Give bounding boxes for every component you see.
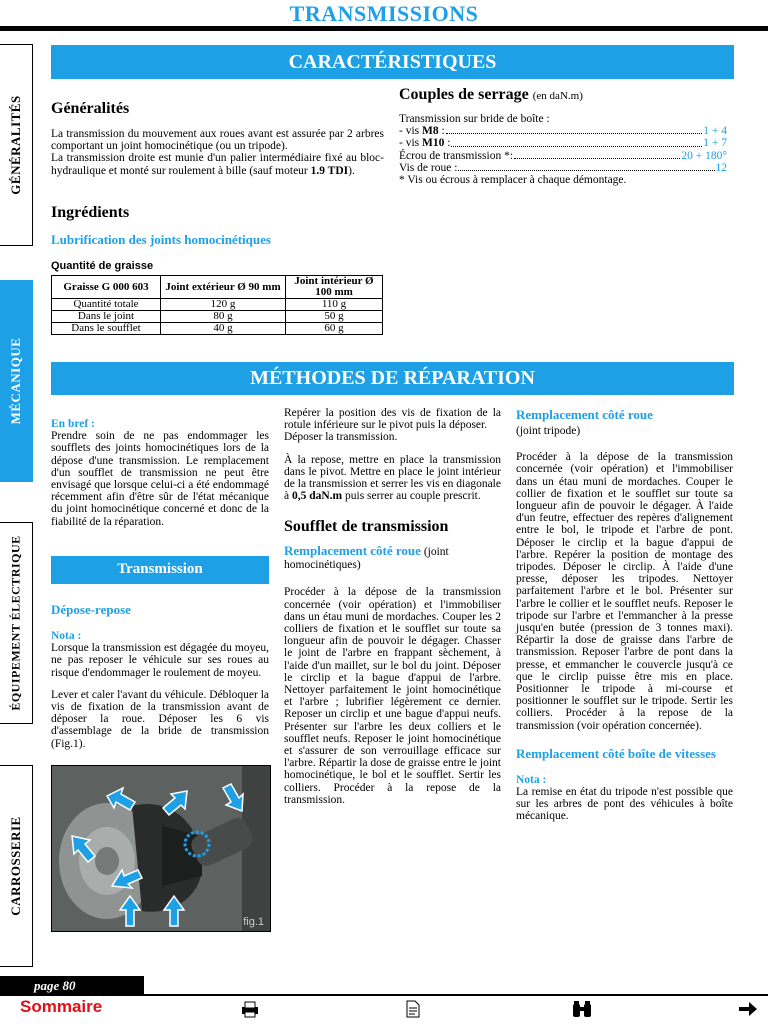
nota-label: Nota : xyxy=(51,630,82,642)
couples-heading: Couples de serrage xyxy=(399,86,529,103)
transmission-steps xyxy=(284,407,501,502)
couples-note: * Vis ou écrous à remplacer à chaque démontage. xyxy=(399,174,627,187)
col2-p1: Repérer la position des vis de fixation de la rotule inférieure sur le pivot puis la déposer. xyxy=(284,407,501,432)
table-header: Joint intérieur Ø 100 mm xyxy=(286,276,383,299)
ingredients-heading: Ingrédients xyxy=(51,204,130,221)
soufflet-repl-sub: (joint homocinétiques) xyxy=(284,546,449,572)
en-bref-block xyxy=(51,418,269,528)
tab-carrosserie[interactable] xyxy=(0,765,33,967)
grease-quantity-label: Quantité de graisse xyxy=(51,260,154,272)
generalites-text xyxy=(51,128,384,177)
tab-equipement-electrique[interactable] xyxy=(0,522,33,724)
soufflet-subheading xyxy=(284,544,501,572)
tab-mecanique[interactable] xyxy=(0,280,33,482)
tripode-sub: (joint tripode) xyxy=(516,425,581,437)
table-cell: 50 g xyxy=(286,311,383,323)
tab-generalites-label: GÉNÉRALITÉS xyxy=(8,95,23,195)
document-icon[interactable] xyxy=(405,1000,421,1018)
table-header: Graisse G 000 603 xyxy=(52,276,161,299)
soufflet-heading: Soufflet de transmission xyxy=(284,518,449,536)
table-cell: 110 g xyxy=(286,299,383,311)
grease-table xyxy=(51,275,383,335)
depose-repose-section xyxy=(51,602,269,750)
couples-unit: (en daN.m) xyxy=(532,90,583,102)
depose-steps: Lever et caler l'avant du véhicule. Débloquer la vis de fixation de la transmission avant de déposer la roue. Déposer les 6 vis d'assemblage de la bride de transmission (Fig.1). xyxy=(51,688,269,750)
methods-banner: MÉTHODES DE RÉPARATION xyxy=(51,362,734,395)
generalites-p2: La transmission droite est munie d'un palier intermédiaire fixé au bloc-hydraulique et monté sur roulement à bille (sauf moteur 1.9 TDI). xyxy=(51,152,384,177)
transmission-banner: Transmission xyxy=(51,556,269,584)
generalites-p1: La transmission du mouvement aux roues avant est assurée par 2 arbres comportant un joint homocinétique (ou un tripode). xyxy=(51,128,384,153)
wheel-hub-illustration xyxy=(52,766,270,931)
nota-text: La remise en état du tripode n'est possible que sur les arbres de pont des véhicules à boîte mécanique. xyxy=(516,786,733,823)
tab-mecanique-label: MÉCANIQUE xyxy=(8,337,23,425)
soufflet-repl-heading: Remplacement côté roue xyxy=(284,543,421,559)
figure-1-photo xyxy=(51,765,271,932)
couples-title xyxy=(399,86,727,104)
print-icon[interactable] xyxy=(240,1000,260,1018)
col2-p3: À la repose, mettre en place la transmission dans le pivot. Mettre en place le joint intérieur de la transmission et serrer les vis en diagonale à 0,5 daN.m puis serrer au couple prescrit. xyxy=(284,453,501,503)
couples-line: - vis M8 : 1 + 4 xyxy=(399,125,727,138)
couples-line: - vis M10 : 1 + 7 xyxy=(399,137,727,150)
couples-intro: Transmission sur bride de boîte : xyxy=(399,113,550,125)
depose-repose-heading: Dépose-repose xyxy=(51,602,131,617)
tab-generalites[interactable] xyxy=(0,44,33,246)
table-header-row xyxy=(52,276,383,299)
generalites-heading: Généralités xyxy=(51,100,130,117)
table-row xyxy=(52,311,383,323)
depose-nota xyxy=(51,630,269,750)
table-cell: Quantité totale xyxy=(52,299,161,311)
couples-section xyxy=(399,86,727,186)
page-title: TRANSMISSIONS xyxy=(289,1,479,26)
soufflet-steps: Procéder à la dépose de la transmission concernée (voir opération) et l'immobiliser dans un étau muni de mordaches. Couper les 2 colliers de fixation et le soufflet sur toute sa longueur afin de pouvoir le dégager. Chasser le joint de l'arbre en frappant sèchement, à l'aide d'un maillet, sur le bol du joint. Déposer le circlip et la bague d'appui de l'arbre. Nettoyer parfaitement le joint homocinétique et l'arbre ; lubrifier légèrement ce dernier. Reposer un circlip et une bague d'appui neufs. Présenter sur l'arbre les deux colliers et le soufflet neufs. Reposer le joint homocinétique et s'assurer de son verrouillage efficace sur l'arbre. Répartir la dose de graisse entre le joint homocinétique, le bol et le soufflet. Sertir les colliers. Procéder à la repose de la transmission. xyxy=(284,586,501,806)
boite-nota xyxy=(516,774,733,823)
table-cell: 40 g xyxy=(161,323,286,335)
nota-label: Nota : xyxy=(516,773,547,786)
table-cell: 60 g xyxy=(286,323,383,335)
table-cell: Dans le joint xyxy=(52,311,161,323)
tab-equipement-label: ÉQUIPEMENT ÉLECTRIQUE xyxy=(8,535,23,711)
column-2 xyxy=(284,407,501,806)
table-header: Joint extérieur Ø 90 mm xyxy=(161,276,286,299)
characteristics-banner: CARACTÉRISTIQUES xyxy=(51,45,734,79)
en-bref-label: En bref : xyxy=(51,418,95,430)
generalites-section xyxy=(51,100,384,177)
tripode-steps: Procéder à la dépose de la transmission concernée (voir opération) et l'immobiliser dans un étau muni de mordaches. Couper le collier de fixation et le soufflet sur toute sa longueur afin de pouvoir le dégager. À l'aide d'un feutre, effectuer des repères d'alignement entre le bol, le tripode et l'arbre de pont. Déposer le circlip et la bague d'appui de l'arbre. Repérer la position de montage des tripodes. Déposer le circlip. À l'aide d'une presse, déposer les tripodes. Nettoyer parfaitement l'arbre et le bol. Présenter sur l'arbre le collier et le soufflet neufs. Reposer le tripode sur l'arbre et l'emmancher à la presse jusqu'en butée (pression de 3 tonnes maxi). Répartir la dose de graisse dans l'arbre de transmission. Reposer l'arbre de pont dans la presse, et emmancher le couvercle jusqu'à ce que le circlip puisse être mis en place. Positionner le tripode à mi-course et positionner le soufflet sur le tripode. Sertir les colliers. Procéder à la repose de la transmission (voir opération concernée). xyxy=(516,451,733,732)
ingredients-section xyxy=(51,204,384,335)
footer-rule xyxy=(144,994,768,996)
sommaire-link[interactable]: Sommaire xyxy=(20,997,103,1016)
figure-1-label: fig.1 xyxy=(243,916,264,928)
page-number-bar xyxy=(0,976,144,996)
en-bref-text: Prendre soin de ne pas endommager les soufflets des joints homocinétiques lors de la dépose d'une transmission. Le remplacement d'un soufflet de transmission ne peut être envisagé que lorsque celui-ci a été endommagé récemment afin d'être sûr de l'état mécanique du joint homocinétique concerné et donc de la fiabilité de la réparation. xyxy=(51,430,269,528)
lubrification-heading: Lubrification des joints homocinétiques xyxy=(51,232,271,247)
tripode-heading: Remplacement côté roue xyxy=(516,407,653,422)
page-number: page 80 xyxy=(34,978,76,993)
col2-p2: Déposer la transmission. xyxy=(284,431,398,444)
tab-carrosserie-label: CARROSSERIE xyxy=(8,816,23,916)
table-cell: 120 g xyxy=(161,299,286,311)
couples-list xyxy=(399,113,727,186)
table-row xyxy=(52,299,383,311)
table-row xyxy=(52,323,383,335)
nota-text: Lorsque la transmission est dégagée du moyeu, ne pas reposer le véhicule sur ses roues au risque d'endommager le roulement de moyeu. xyxy=(51,642,269,679)
sidebar xyxy=(0,44,34,974)
table-cell: 80 g xyxy=(161,311,286,323)
arrow-right-icon[interactable] xyxy=(738,1001,758,1017)
boite-heading: Remplacement côté boîte de vitesses xyxy=(516,745,716,761)
column-1 xyxy=(51,418,269,528)
binoculars-icon[interactable] xyxy=(571,1000,593,1018)
table-cell: Dans le soufflet xyxy=(52,323,161,335)
column-3 xyxy=(516,407,733,823)
couples-line: Vis de roue : 12 xyxy=(399,161,727,174)
header-rule xyxy=(0,26,768,31)
couples-line: Écrou de transmission *: 20 + 180° xyxy=(399,149,727,162)
